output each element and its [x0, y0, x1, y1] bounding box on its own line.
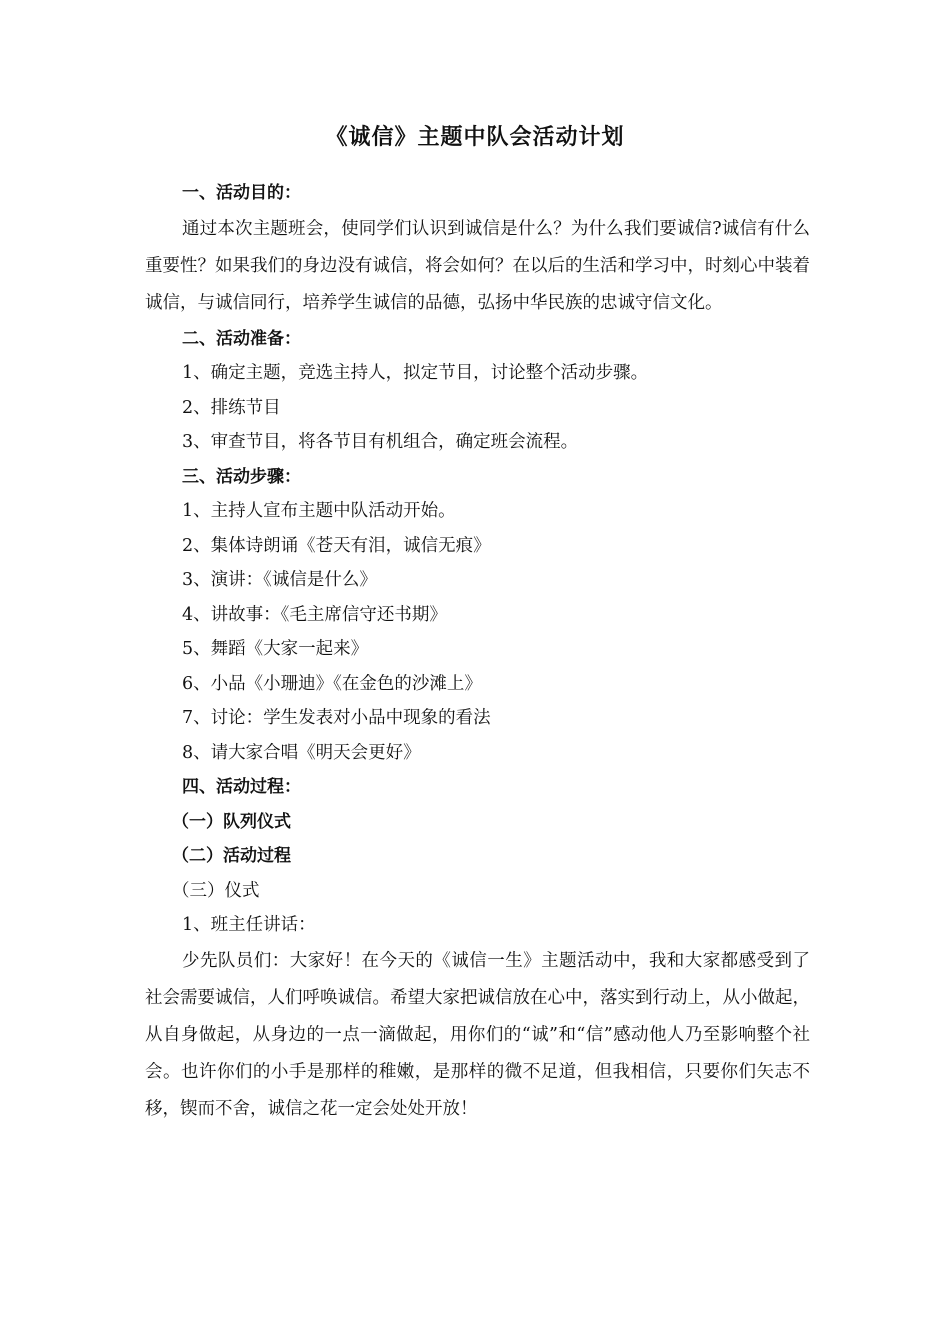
subheading-ceremony: （三）仪式 — [172, 880, 260, 901]
subheading-formation: （一）队列仪式 — [172, 811, 291, 832]
step-item: 4、讲故事：《毛主席信守还书期》 — [182, 604, 447, 625]
document-body — [145, 176, 810, 1128]
purpose-paragraph: 通过本次主题班会，使同学们认识到诚信是什么？为什么我们要诚信?诚信有什么重要性？如果我们的身边没有诚信，将会如何？在以后的生活和学习中，时刻心中装着诚信，与诚信同行，培养学生诚信的品德，弘扬中华民族的忠诚守信文化。 — [145, 218, 810, 313]
step-item: 5、舞蹈《大家一起来》 — [182, 639, 369, 659]
preparation-item: 1、确定主题，竞选主持人，拟定节目，讨论整个活动步骤。 — [182, 363, 649, 383]
step-item: 3、演讲：《诚信是什么》 — [182, 570, 377, 590]
step-item: 7、讨论：学生发表对小品中现象的看法 — [182, 708, 491, 728]
step-item: 8、请大家合唱《明天会更好》 — [182, 742, 421, 763]
preparation-item: 2、排练节目 — [182, 397, 281, 418]
step-item: 6、小品《小珊迪》《在金色的沙滩上》 — [182, 673, 482, 694]
step-item: 2、集体诗朗诵《苍天有泪，诚信无痕》 — [182, 535, 491, 556]
subheading-process: （二）活动过程 — [172, 846, 291, 866]
preparation-item: 3、审查节目，将各节目有机组合，确定班会流程。 — [182, 432, 579, 452]
page-title: 《诚信》主题中队会活动计划 — [325, 125, 625, 150]
speech-paragraph: 少先队员们：大家好！在今天的《诚信一生》主题活动中，我和大家都感受到了社会需要诚信，人们呼唤诚信。希望大家把诚信放在心中，落实到行动上，从小做起，从自身做起，从身边的一点一滴做起，用你们的“诚”和“信”感动他人乃至影响整个社会。也许你们的小手是那样的稚嫩，是那样的微不足道，但我相信，只要你们矢志不移，锲而不舍，诚信之花一定会处处开放！ — [145, 950, 810, 1119]
section-heading-preparation: 二、活动准备： — [182, 328, 301, 349]
section-heading-purpose: 一、活动目的： — [182, 183, 301, 203]
section-heading-process: 四、活动过程： — [182, 777, 301, 797]
step-item: 1、主持人宣布主题中队活动开始。 — [182, 501, 456, 521]
section-heading-steps: 三、活动步骤： — [182, 466, 301, 487]
speech-heading: 1、班主任讲话： — [182, 915, 316, 935]
